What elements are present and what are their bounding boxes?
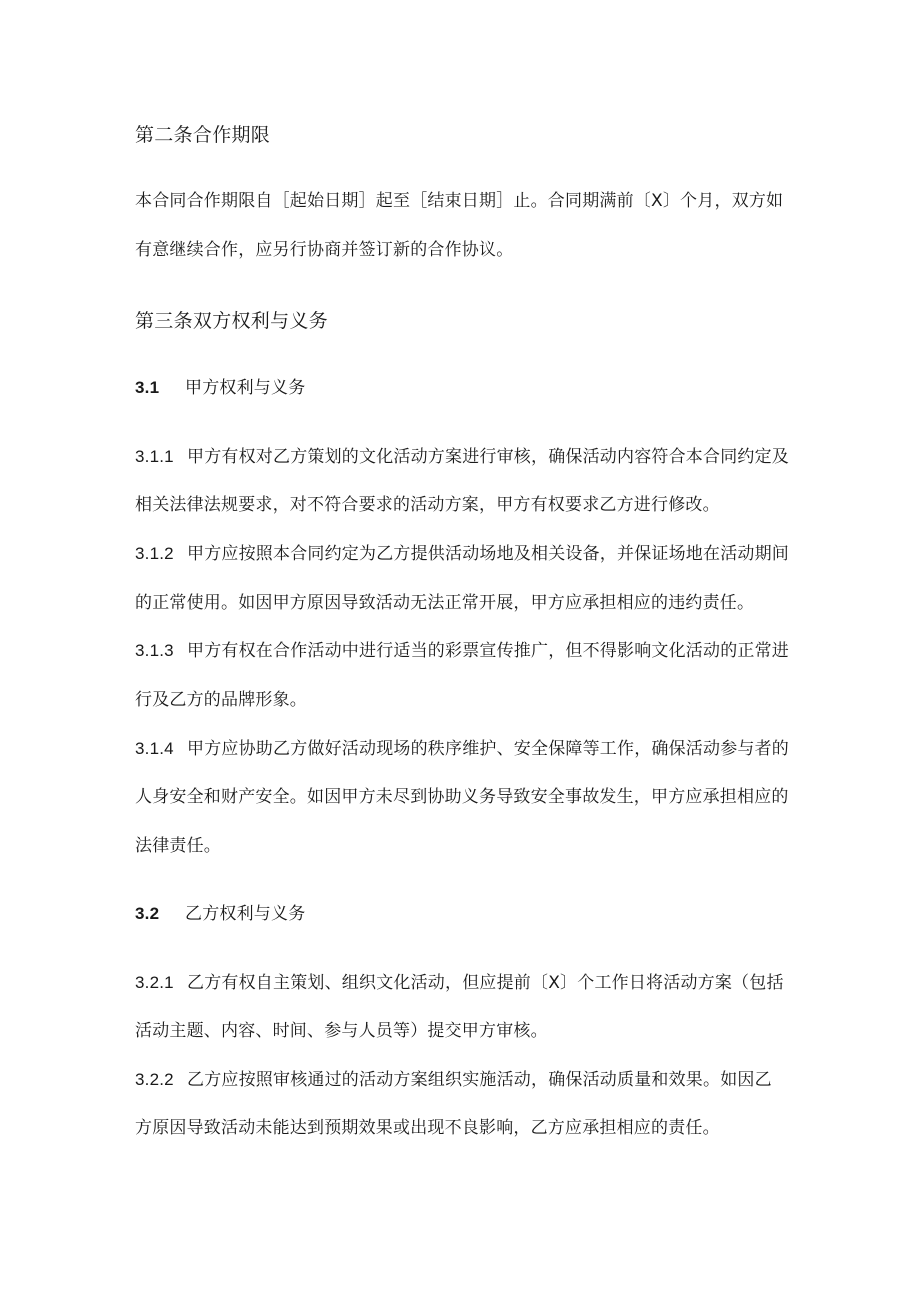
- clause-text: 乙方有权自主策划、组织文化活动，但应提前〔X〕个工作日将活动方案（包括: [187, 973, 784, 993]
- subsection-number: 3.1: [135, 378, 160, 397]
- clause-number: 3.2.1: [135, 973, 174, 992]
- section-heading-3: 第三条双方权利与义务: [135, 310, 329, 332]
- clause-3-1-1: [135, 446, 789, 468]
- clause-number: 3.1.4: [135, 739, 174, 758]
- subsection-heading-3-2: [135, 903, 305, 925]
- paragraph-text: 本合同合作期限自［起始日期］起至［结束日期］止。合同期满前〔X〕个月，双方如: [135, 191, 784, 211]
- clause-continuation: 相关法律法规要求，对不符合要求的活动方案，甲方有权要求乙方进行修改。: [135, 495, 720, 515]
- clause-continuation: [135, 786, 789, 808]
- paragraph-line: [135, 190, 784, 212]
- clause-3-1-2: [135, 543, 789, 565]
- clause-text: 人身安全和财产安全。如因甲方未尽到协助义务导致安全事故发生，甲方应承担相应的: [135, 787, 789, 807]
- clause-3-2-2: [135, 1069, 772, 1091]
- clause-continuation: 行及乙方的品牌形象。: [135, 690, 307, 710]
- clause-3-1-3: [135, 640, 789, 662]
- clause-text: 乙方应按照审核通过的活动方案组织实施活动，确保活动质量和效果。如因乙: [187, 1070, 772, 1090]
- clause-text: 甲方应协助乙方做好活动现场的秩序维护、安全保障等工作，确保活动参与者的: [187, 739, 789, 759]
- clause-text: 甲方有权在合作活动中进行适当的彩票宣传推广，但不得影响文化活动的正常进: [187, 641, 789, 661]
- clause-number: 3.2.2: [135, 1070, 174, 1089]
- paragraph-line: 有意继续合作，应另行协商并签订新的合作协议。: [135, 240, 514, 260]
- clause-text: 甲方有权对乙方策划的文化活动方案进行审核，确保活动内容符合本合同约定及: [187, 447, 789, 467]
- clause-number: 3.1.2: [135, 544, 174, 563]
- subsection-title: 甲方权利与义务: [185, 378, 306, 398]
- clause-continuation: 法律责任。: [135, 836, 221, 856]
- section-heading-2: 第二条合作期限: [135, 124, 271, 146]
- clause-continuation: 的正常使用。如因甲方原因导致活动无法正常开展，甲方应承担相应的违约责任。: [135, 593, 755, 613]
- clause-continuation: 活动主题、内容、时间、参与人员等）提交甲方审核。: [135, 1021, 548, 1041]
- clause-text: 甲方应按照本合同约定为乙方提供活动场地及相关设备，并保证场地在活动期间: [187, 544, 789, 564]
- clause-number: 3.1.3: [135, 641, 174, 660]
- clause-number: 3.1.1: [135, 447, 174, 466]
- clause-continuation: 方原因导致活动未能达到预期效果或出现不良影响，乙方应承担相应的责任。: [135, 1118, 720, 1138]
- subsection-number: 3.2: [135, 904, 160, 923]
- subsection-title: 乙方权利与义务: [185, 904, 306, 924]
- clause-3-1-4: [135, 738, 789, 760]
- clause-3-2-1: [135, 972, 784, 994]
- subsection-heading-3-1: [135, 377, 305, 399]
